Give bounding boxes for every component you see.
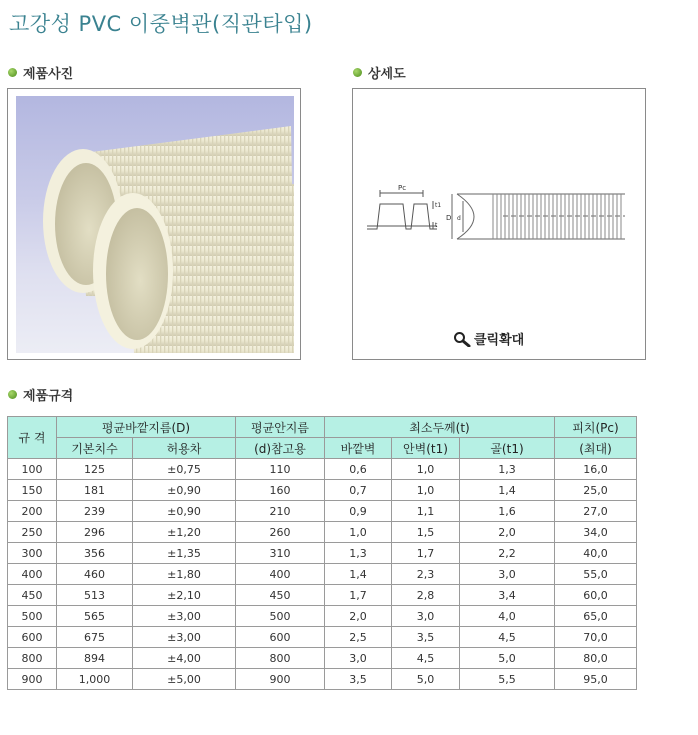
header-pitch-max: (최대) (555, 438, 637, 459)
table-cell: 1,7 (325, 585, 392, 606)
table-cell: 200 (8, 501, 57, 522)
section-spec-label: 제품규격 (23, 389, 74, 404)
product-photo-frame (7, 88, 301, 360)
label-t: t (435, 222, 438, 229)
table-cell: 1,3 (325, 543, 392, 564)
header-outer-tolerance: 허용차 (133, 438, 236, 459)
table-cell: 900 (8, 669, 57, 690)
table-row (8, 585, 637, 606)
label-d: d (457, 215, 461, 222)
table-cell: 1,6 (460, 501, 555, 522)
table-row (8, 501, 637, 522)
table-cell: ±0,75 (133, 459, 236, 480)
table-cell: 40,0 (555, 543, 637, 564)
table-cell: 125 (57, 459, 133, 480)
section-photo-heading (8, 63, 73, 82)
table-cell: 3,5 (392, 627, 460, 648)
table-cell: 600 (236, 627, 325, 648)
bullet-icon (353, 68, 362, 77)
zoom-label: 클릭확대 (474, 333, 525, 348)
table-cell: 210 (236, 501, 325, 522)
table-cell: 400 (236, 564, 325, 585)
table-cell: 250 (8, 522, 57, 543)
table-cell: 25,0 (555, 480, 637, 501)
header-min-thickness: 최소두께(t) (325, 417, 555, 438)
table-cell: 150 (8, 480, 57, 501)
header-inner-reference: (d)참고용 (236, 438, 325, 459)
table-cell: 0,7 (325, 480, 392, 501)
table-cell: 4,0 (460, 606, 555, 627)
detail-drawing-frame (352, 88, 646, 360)
table-cell: ±3,00 (133, 627, 236, 648)
table-cell: 80,0 (555, 648, 637, 669)
table-header-row (8, 417, 637, 438)
table-row (8, 627, 637, 648)
section-photo-label: 제품사진 (23, 67, 74, 82)
table-cell: 181 (57, 480, 133, 501)
product-photo[interactable] (16, 96, 294, 353)
table-cell: ±0,90 (133, 480, 236, 501)
table-cell: ±4,00 (133, 648, 236, 669)
page-title: 고강성 PVC 이중벽관(직관타입) (9, 12, 313, 36)
table-cell: 356 (57, 543, 133, 564)
header-pitch: 피치(Pc) (555, 417, 637, 438)
table-cell: ±0,90 (133, 501, 236, 522)
table-cell: 450 (8, 585, 57, 606)
table-cell: 1,4 (460, 480, 555, 501)
table-cell: 5,5 (460, 669, 555, 690)
table-cell: 675 (57, 627, 133, 648)
table-cell: 3,0 (392, 606, 460, 627)
section-detail-label: 상세도 (368, 67, 406, 82)
label-D: D (446, 214, 452, 222)
table-cell: 27,0 (555, 501, 637, 522)
table-cell: 1,000 (57, 669, 133, 690)
table-cell: 1,7 (392, 543, 460, 564)
table-cell: ±5,00 (133, 669, 236, 690)
header-outer-base: 기본치수 (57, 438, 133, 459)
table-cell: ±1,35 (133, 543, 236, 564)
spec-table (7, 416, 637, 690)
label-t1: t1 (435, 202, 442, 209)
table-cell: 900 (236, 669, 325, 690)
table-cell: 1,0 (392, 480, 460, 501)
section-spec-heading (8, 385, 73, 404)
header-inner-diameter: 평균안지름 (236, 417, 325, 438)
table-cell: 0,6 (325, 459, 392, 480)
table-cell: 0,9 (325, 501, 392, 522)
table-cell: 95,0 (555, 669, 637, 690)
table-cell: 800 (236, 648, 325, 669)
table-cell: 2,0 (460, 522, 555, 543)
table-cell: 5,0 (392, 669, 460, 690)
table-cell: 55,0 (555, 564, 637, 585)
table-cell: 310 (236, 543, 325, 564)
table-cell: 600 (8, 627, 57, 648)
table-cell: 450 (236, 585, 325, 606)
table-row (8, 606, 637, 627)
table-cell: ±2,10 (133, 585, 236, 606)
magnifier-icon (453, 331, 471, 347)
table-row (8, 669, 637, 690)
cross-section-diagram[interactable] (353, 89, 645, 289)
table-subheader-row (8, 438, 637, 459)
table-cell: 2,8 (392, 585, 460, 606)
table-cell: 1,3 (460, 459, 555, 480)
header-size: 규 격 (8, 417, 57, 459)
table-cell: 239 (57, 501, 133, 522)
table-cell: 65,0 (555, 606, 637, 627)
table-cell: 110 (236, 459, 325, 480)
table-cell: 70,0 (555, 627, 637, 648)
table-cell: 1,1 (392, 501, 460, 522)
table-cell: 160 (236, 480, 325, 501)
table-cell: 2,3 (392, 564, 460, 585)
table-cell: 1,0 (392, 459, 460, 480)
table-cell: 894 (57, 648, 133, 669)
table-row (8, 522, 637, 543)
table-cell: 300 (8, 543, 57, 564)
table-cell: 500 (8, 606, 57, 627)
table-cell: 3,4 (460, 585, 555, 606)
header-outer-diameter: 평균바깥지름(D) (57, 417, 236, 438)
table-row (8, 648, 637, 669)
table-cell: 3,0 (460, 564, 555, 585)
zoom-button[interactable] (453, 329, 524, 348)
table-cell: 1,0 (325, 522, 392, 543)
table-cell: 2,2 (460, 543, 555, 564)
table-cell: 513 (57, 585, 133, 606)
table-row (8, 543, 637, 564)
header-thick-inner: 안벽(t1) (392, 438, 460, 459)
table-row (8, 459, 637, 480)
table-cell: 460 (57, 564, 133, 585)
table-cell: 100 (8, 459, 57, 480)
table-cell: 296 (57, 522, 133, 543)
table-cell: 34,0 (555, 522, 637, 543)
table-row (8, 564, 637, 585)
table-cell: 16,0 (555, 459, 637, 480)
table-cell: 2,5 (325, 627, 392, 648)
header-thick-outer: 바깥벽 (325, 438, 392, 459)
table-cell: 400 (8, 564, 57, 585)
bullet-icon (8, 68, 17, 77)
table-cell: 4,5 (392, 648, 460, 669)
table-cell: ±3,00 (133, 606, 236, 627)
pipe-photo-image (16, 96, 294, 353)
table-row (8, 480, 637, 501)
table-cell: 5,0 (460, 648, 555, 669)
table-cell: 800 (8, 648, 57, 669)
table-cell: 1,4 (325, 564, 392, 585)
table-cell: 1,5 (392, 522, 460, 543)
label-pc: Pc (398, 184, 407, 192)
table-cell: 60,0 (555, 585, 637, 606)
bullet-icon (8, 390, 17, 399)
table-cell: ±1,80 (133, 564, 236, 585)
section-detail-heading (353, 63, 406, 82)
table-cell: 500 (236, 606, 325, 627)
table-cell: ±1,20 (133, 522, 236, 543)
table-cell: 565 (57, 606, 133, 627)
spec-table-body (8, 459, 637, 690)
table-cell: 260 (236, 522, 325, 543)
table-cell: 3,5 (325, 669, 392, 690)
header-thick-valley: 골(t1) (460, 438, 555, 459)
table-cell: 2,0 (325, 606, 392, 627)
table-cell: 4,5 (460, 627, 555, 648)
table-cell: 3,0 (325, 648, 392, 669)
